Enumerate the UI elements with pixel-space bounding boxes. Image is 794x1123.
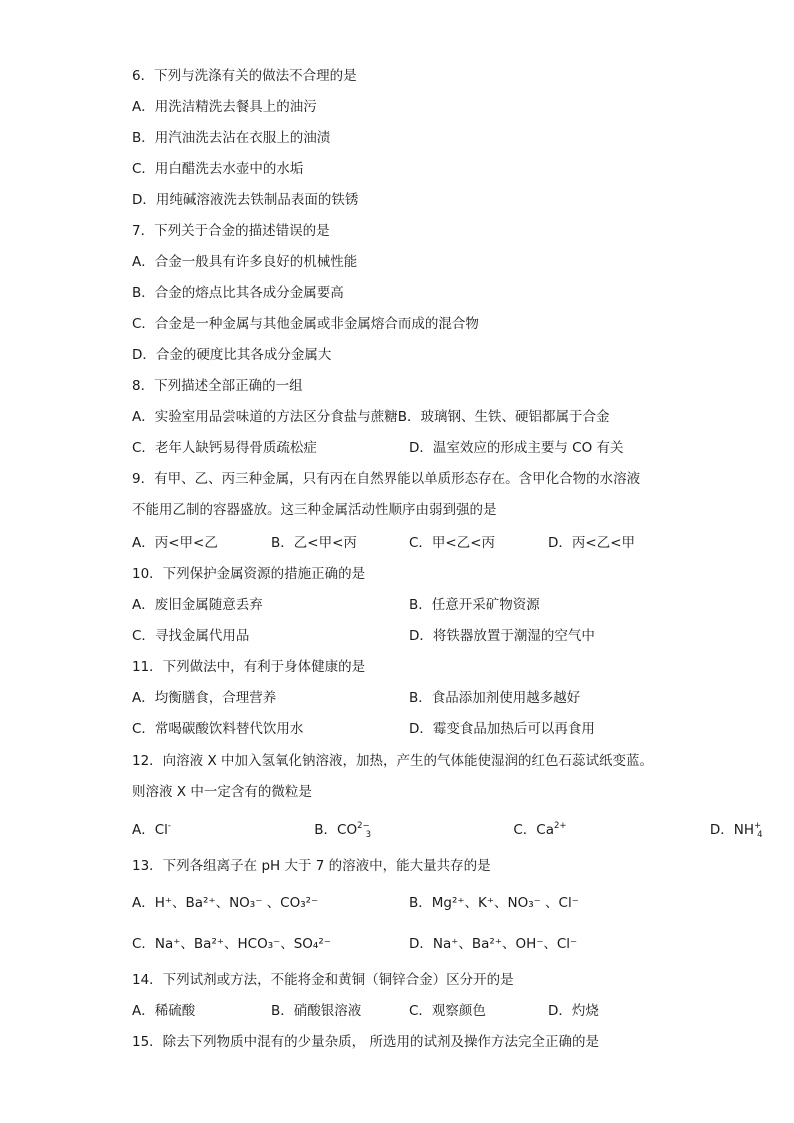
- q7-option-d: D．合金的硬度比其各成分金属大: [132, 347, 332, 363]
- q11-option-d: D．霉变食品加热后可以再食用: [409, 721, 595, 737]
- q9-stem-line2: 不能用乙制的容器盛放。这三种金属活动性顺序由弱到强的是: [132, 502, 497, 518]
- q12-option-b-subscript: 3: [365, 830, 372, 840]
- q6-option-b: B．用汽油洗去沾在衣服上的油渍: [132, 130, 331, 146]
- q12-stem-line1: 12．向溶液 X 中加入氢氧化钠溶液，加热，产生的气体能使湿润的红色石蕊试纸变蓝。: [132, 753, 654, 769]
- q14-option-b: B．硝酸银溶液: [271, 1003, 362, 1019]
- q7-option-a: A．合金一般具有许多良好的机械性能: [132, 254, 358, 270]
- q7-option-c: C．合金是一种金属与其他金属或非金属熔合而成的混合物: [132, 316, 479, 332]
- q12-option-a-text: A．Cl: [132, 822, 168, 838]
- q6-option-c: C．用白醋洗去水壶中的水垢: [132, 161, 304, 177]
- q12-option-d-subscript: 4: [757, 830, 763, 840]
- q9-option-a: A．丙<甲<乙: [132, 535, 218, 551]
- q10-stem: 10．下列保护金属资源的措施正确的是: [132, 566, 366, 582]
- q11-option-c: C．常喝碳酸饮料替代饮用水: [132, 721, 304, 737]
- q12-option-b: [314, 820, 371, 842]
- q9-option-b: B．乙<甲<丙: [271, 535, 357, 551]
- q12-option-d-text: D．NH: [709, 822, 754, 838]
- q6-stem: 6．下列与洗涤有关的做法不合理的是: [132, 68, 357, 84]
- q12-options: [132, 820, 763, 842]
- q12-option-b-charge: 2−: [357, 821, 370, 831]
- q13-option-c: C．Na⁺、Ba²⁺、HCO₃⁻、SO₄²⁻: [132, 936, 331, 952]
- q9-option-c: C．甲<乙<丙: [409, 535, 496, 551]
- q12-option-c: [513, 820, 566, 842]
- q14-option-c: C．观察颜色: [409, 1003, 486, 1019]
- q15-stem: 15．除去下列物质中混有的少量杂质， 所选用的试剂及操作方法完全正确的是: [132, 1034, 599, 1050]
- q12-option-b-text: B．CO: [314, 822, 358, 838]
- q10-option-b: B．任意开采矿物资源: [409, 597, 540, 613]
- q11-option-b: B．食品添加剂使用越多越好: [409, 690, 581, 706]
- q14-option-d: D．灼烧: [548, 1003, 599, 1019]
- q11-stem: 11．下列做法中，有利于身体健康的是: [132, 659, 366, 675]
- q12-option-c-text: C．Ca: [513, 822, 555, 838]
- q12-option-c-charge: 2+: [554, 821, 567, 831]
- q12-option-d-charge: +: [754, 821, 762, 831]
- q8-options-ab: A．实验室用品尝味道的方法区分食盐与蔗糖B．玻璃钢、生铁、硬铝都属于合金: [132, 409, 610, 425]
- q8-option-d: D．温室效应的形成主要与 CO 有关: [409, 440, 624, 456]
- q8-stem: 8．下列描述全部正确的一组: [132, 378, 303, 394]
- q13-option-d: D．Na⁺、Ba²⁺、OH⁻、Cl⁻: [409, 936, 578, 952]
- q10-option-c: C．寻找金属代用品: [132, 628, 250, 644]
- q11-option-a: A．均衡膳食，合理营养: [132, 690, 277, 706]
- q13-option-a: A．H⁺、Ba²⁺、NO₃⁻ 、CO₃²⁻: [132, 895, 319, 911]
- q14-stem: 14．下列试剂或方法，不能将金和黄铜（铜锌合金）区分开的是: [132, 972, 514, 988]
- q13-stem: 13．下列各组离子在 pH 大于 7 的溶液中，能大量共存的是: [132, 858, 491, 874]
- q8-option-c: C．老年人缺钙易得骨质疏松症: [132, 440, 317, 456]
- q12-option-a: [132, 820, 171, 842]
- q14-option-a: A．稀硫酸: [132, 1003, 196, 1019]
- q7-option-b: B．合金的熔点比其各成分金属要高: [132, 285, 344, 301]
- q12-option-a-charge: -: [167, 821, 171, 831]
- q6-option-a: A．用洗洁精洗去餐具上的油污: [132, 99, 317, 115]
- q12-stem-line2: 则溶液 X 中一定含有的微粒是: [132, 784, 312, 800]
- q10-option-d: D．将铁器放置于潮湿的空气中: [409, 628, 595, 644]
- q13-option-b: B．Mg²⁺、K⁺、NO₃⁻ 、Cl⁻: [409, 895, 579, 911]
- q9-stem-line1: 9．有甲、乙、丙三种金属，只有丙在自然界能以单质形态存在。含甲化合物的水溶液: [132, 471, 641, 487]
- q9-option-d: D．丙<乙<甲: [548, 535, 636, 551]
- q6-option-d: D．用纯碱溶液洗去铁制品表面的铁锈: [132, 192, 359, 208]
- q12-option-d: [710, 820, 763, 842]
- q10-option-a: A．废旧金属随意丢弃: [132, 597, 263, 613]
- q7-stem: 7．下列关于合金的描述错误的是: [132, 223, 330, 239]
